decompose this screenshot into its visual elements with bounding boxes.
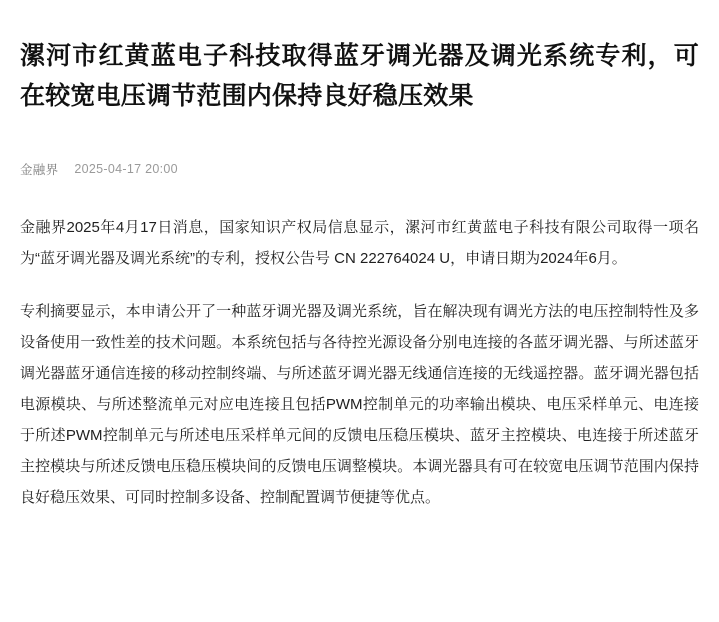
article-paragraph: 专利摘要显示，本申请公开了一种蓝牙调光器及调光系统，旨在解决现有调光方法的电压控制特性及多设备使用一致性差的技术问题。本系统包括与各待控光源设备分别电连接的各蓝牙调光器、与所述蓝牙调光器蓝牙通信连接的移动控制终端、与所述蓝牙调光器无线通信连接的无线遥控器。蓝牙调光器包括电源模块、与所述整流单元对应电连接且包括PWM控制单元的功率输出模块、电压采样单元、电连接于所述PWM控制单元与所述电压采样单元间的反馈电压稳压模块、蓝牙主控模块、电连接于所述蓝牙主控模块与所述反馈电压稳压模块间的反馈电压调整模块。本调光器具有可在较宽电压调节范围内保持良好稳压效果、可同时控制多设备、控制配置调节便捷等优点。 [20,303,699,506]
page-title: 漯河市红黄蓝电子科技取得蓝牙调光器及调光系统专利，可在较宽电压调节范围内保持良好稳压效果 [20,42,699,110]
article-source: 金融界 [20,163,59,177]
article-paragraph: 金融界2025年4月17日消息，国家知识产权局信息显示，漯河市红黄蓝电子科技有限公司取得一项名为“蓝牙调光器及调光系统”的专利，授权公告号 CN 222764024 U，申请日期为2024年6月。 [20,219,699,267]
article-meta [20,160,699,178]
article-body [20,212,699,513]
article-timestamp: 2025-04-17 20:00 [74,162,178,176]
